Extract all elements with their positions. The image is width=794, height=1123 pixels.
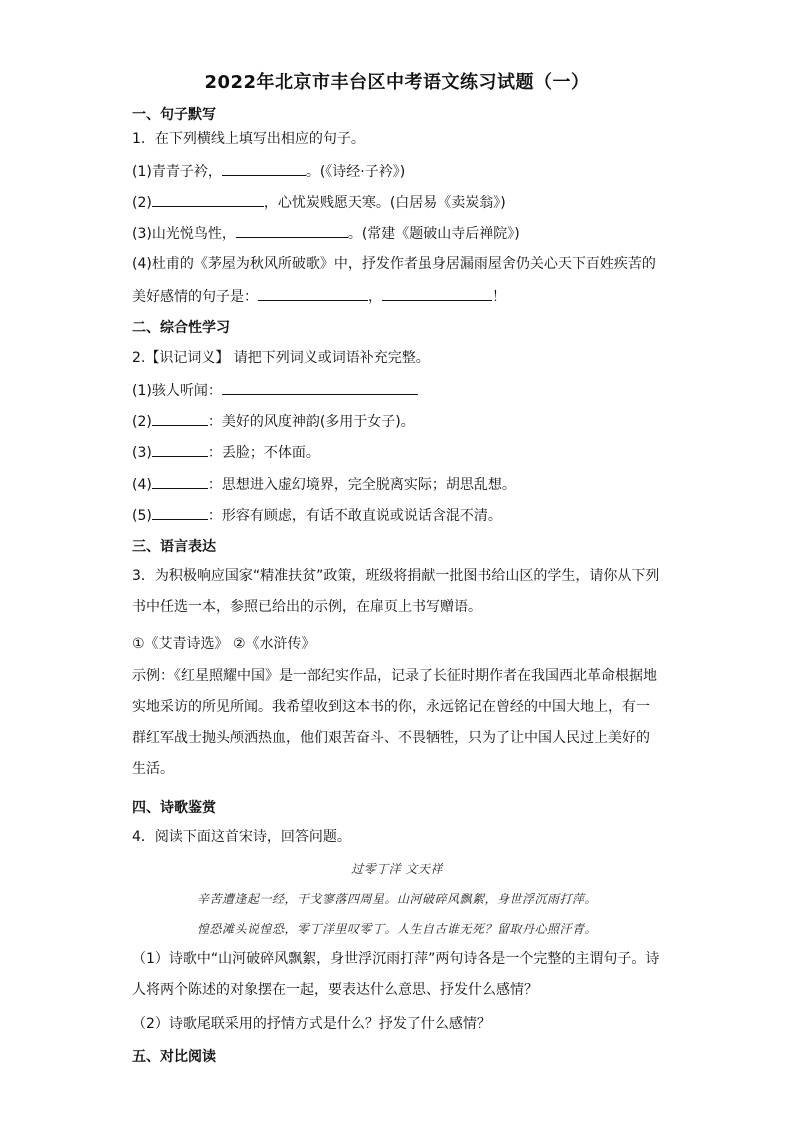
answer-blank[interactable] <box>258 286 368 301</box>
page-title: 2022年北京市丰台区中考语文练习试题（一） <box>204 72 590 93</box>
q2-item-5-post: ：形容有顾虑，有话不敢直说或说话含混不清。 <box>207 508 502 524</box>
answer-blank[interactable] <box>152 442 208 457</box>
answer-blank[interactable] <box>382 286 492 301</box>
q2-item-2-post: ：美好的风度神韵(多用于女子)。 <box>207 414 415 430</box>
answer-blank[interactable] <box>222 380 418 395</box>
section-heading-2: 二、综合性学习 <box>132 320 230 336</box>
q1-item-1-pre: (1)青青子衿， <box>132 164 222 180</box>
poem-title: 过零丁洋 文天祥 <box>351 862 443 876</box>
answer-blank[interactable] <box>152 192 264 207</box>
q2-item-2 <box>132 411 415 431</box>
section-heading-5: 五、对比阅读 <box>132 1049 216 1065</box>
question-1-stem: 1．在下列横线上填写出相应的句子。 <box>132 131 365 147</box>
q3-example: 示例：《红星照耀中国》是一部纪实作品，记录了长征时期作者在我国西北革命根据地实地采访的所见所闻。我希望收到这本书的你，永远铭记在曾经的中国大地上，有一群红军战士抛头颅洒热血，他们艰苦奋斗、不畏牺牲，只为了让中国人民过上美好的生活。 <box>132 668 657 777</box>
q2-item-1 <box>132 380 418 400</box>
q1-item-3-post: 。(常建《题破山寺后禅院》) <box>347 226 520 242</box>
q2-item-4 <box>132 474 516 494</box>
answer-blank[interactable] <box>222 161 306 176</box>
q1-item-1-post: 。(《诗经·子衿》) <box>305 164 406 180</box>
section-heading-3: 三、语言表达 <box>132 539 216 555</box>
answer-blank[interactable] <box>152 411 208 426</box>
q2-item-4-post: ：思想进入虚幻境界，完全脱离实际；胡思乱想。 <box>207 477 516 493</box>
q3-options: ①《艾青诗选》 ②《水浒传》 <box>132 636 316 652</box>
q1-item-2-pre: (2) <box>132 195 152 211</box>
poem-line-1: 辛苦遭逢起一经，干戈寥落四周星。山河破碎风飘絮，身世浮沉雨打萍。 <box>196 892 597 906</box>
q2-item-5-pre: (5) <box>132 508 152 524</box>
section-heading-4: 四、诗歌鉴赏 <box>132 800 216 816</box>
q4-sub-1: （1）诗歌中“山河破碎风飘絮，身世浮沉雨打萍”两句诗各是一个完整的主谓句子。诗人将两个陈述的对象摆在一起，要表达什么意思、抒发什么感情？ <box>132 951 660 998</box>
q1-item-1 <box>132 161 405 181</box>
question-2-stem: 2.【识记词义】 请把下列词义或词语补充完整。 <box>132 350 430 366</box>
answer-blank[interactable] <box>152 474 208 489</box>
q1-item-4-end: ！ <box>492 289 506 305</box>
question-3-text: 3．为积极响应国家“精准扶贫”政策，班级将捐献一批图书给山区的学生，请你从下列书中任选一本，参照已给出的示例，在扉页上书写赠语。 <box>132 568 660 615</box>
q4-sub-2: （2）诗歌尾联采用的抒情方式是什么？抒发了什么感情？ <box>132 1016 491 1032</box>
q2-item-1-pre: (1)骇人听闻： <box>132 383 222 399</box>
q1-item-2-post: ，心忧炭贱愿天寒。(白居易《卖炭翁》) <box>263 195 506 211</box>
q2-item-5 <box>132 505 502 525</box>
q2-item-2-pre: (2) <box>132 414 152 430</box>
q1-item-2 <box>132 192 506 212</box>
q1-item-4-line2 <box>132 286 506 306</box>
question-4-stem: 4．阅读下面这首宋诗，回答问题。 <box>132 829 351 845</box>
q2-item-3 <box>132 442 320 462</box>
q2-item-3-pre: (3) <box>132 445 152 461</box>
q1-item-4-pre: 美好感情的句子是： <box>132 289 258 305</box>
q2-item-4-pre: (4) <box>132 477 152 493</box>
q1-item-3 <box>132 223 520 243</box>
poem-line-2: 惶恐滩头说惶恐，零丁洋里叹零丁。人生自古谁无死？留取丹心照汗青。 <box>196 922 597 936</box>
answer-blank[interactable] <box>236 223 348 238</box>
answer-blank[interactable] <box>152 505 208 520</box>
q1-item-4-line1: (4)杜甫的《茅屋为秋风所破歌》中，抒发作者虽身居漏雨屋舍仍关心天下百姓疾苦的 <box>132 256 656 272</box>
q1-item-3-pre: (3)山光悦鸟性， <box>132 226 236 242</box>
q2-item-3-post: ：丢脸；不体面。 <box>207 445 320 461</box>
section-heading-1: 一、句子默写 <box>132 107 216 123</box>
q1-item-4-comma: ， <box>368 289 382 305</box>
